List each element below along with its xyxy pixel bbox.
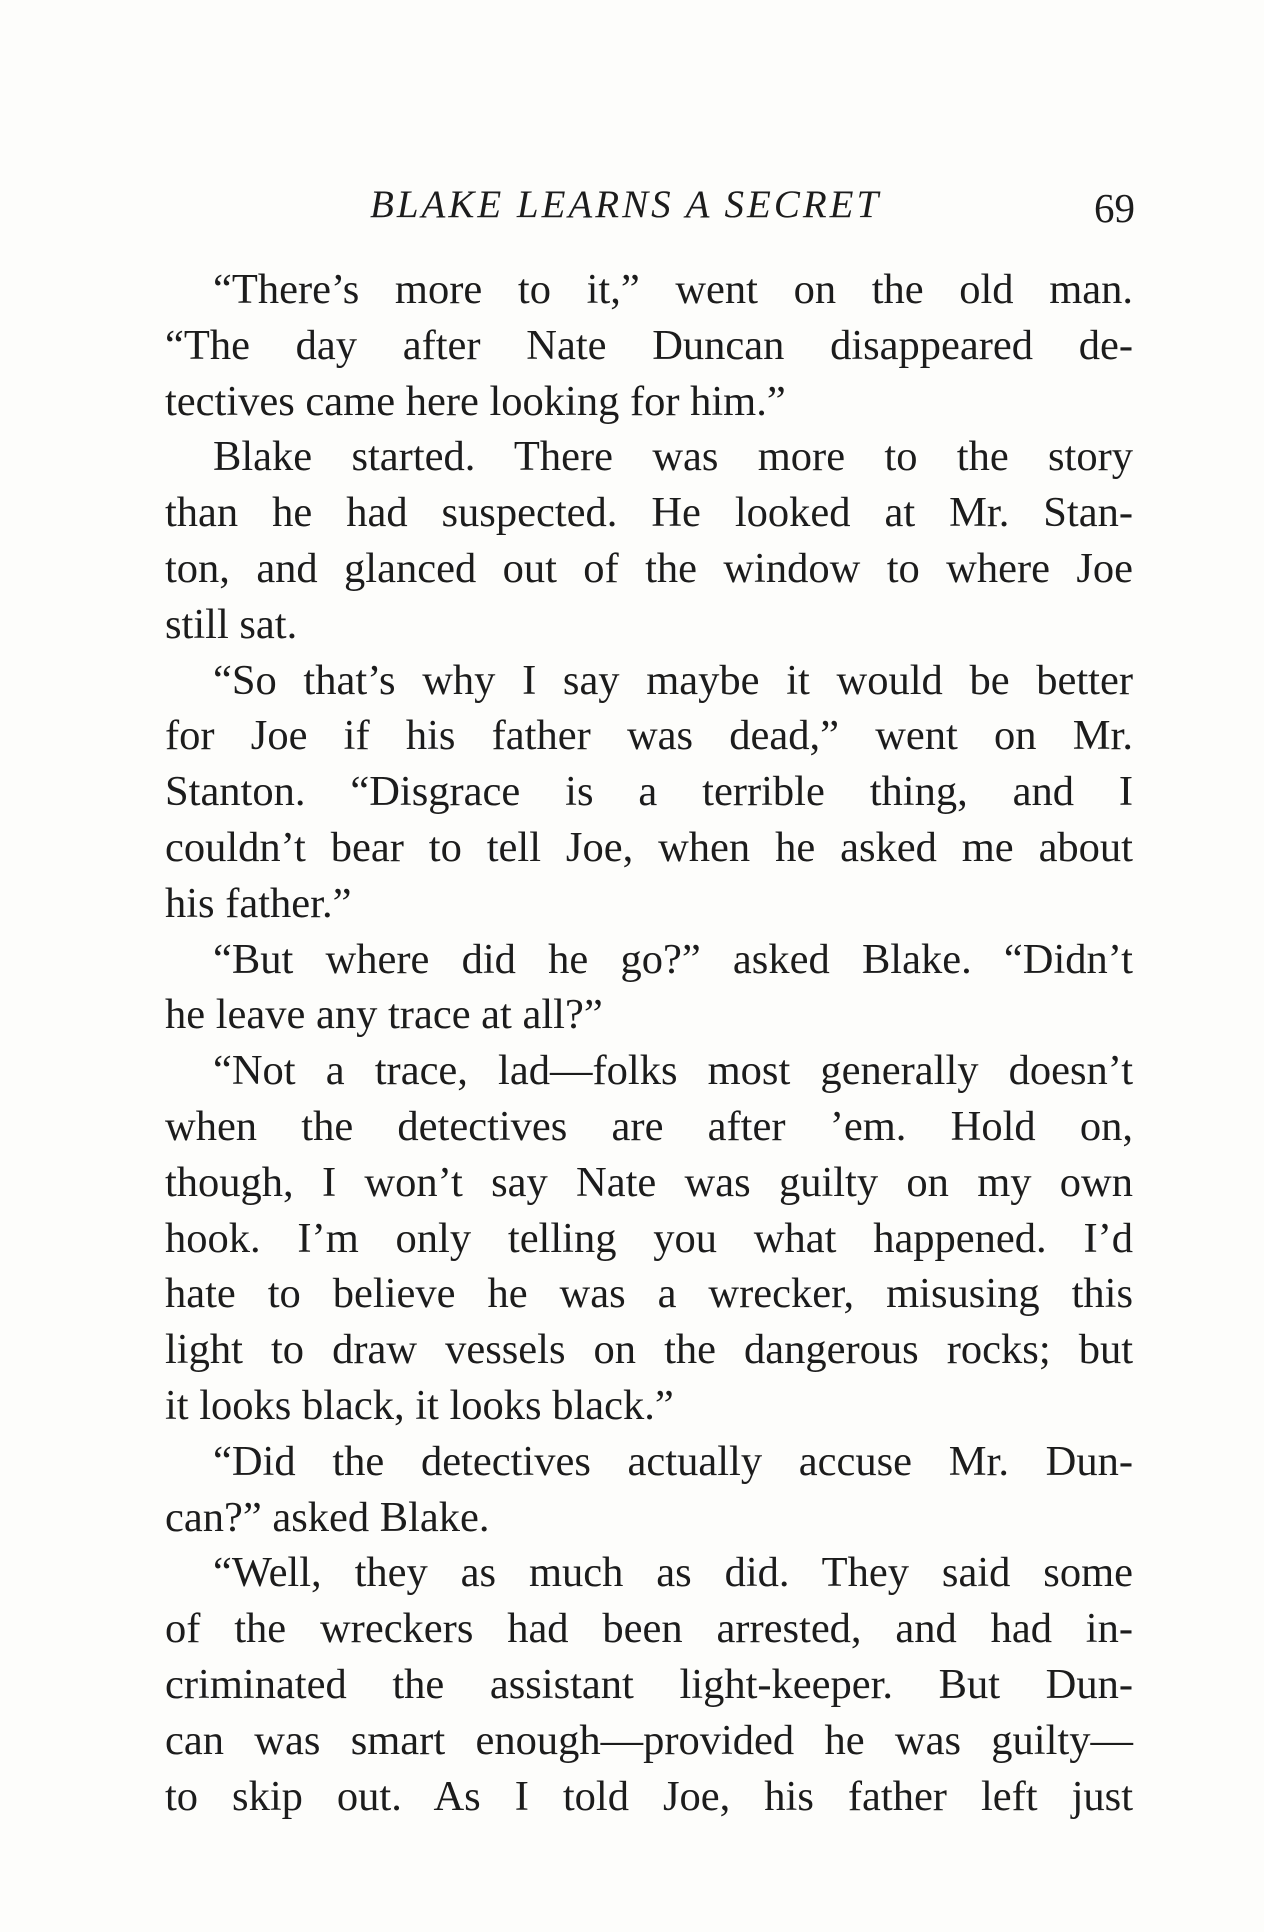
text-line: he leave any trace at all?” — [165, 991, 603, 1039]
text-line: his father.” — [165, 879, 352, 927]
text-line: “There’s more to it,” went on the old man. — [213, 266, 1133, 313]
page-header — [165, 182, 1147, 242]
text-line: for Joe if his father was dead,” went on Mr. — [165, 712, 1133, 760]
text-line: can?” asked Blake. — [165, 1493, 490, 1541]
text-line: “Well, they as much as did. They said some — [213, 1549, 1133, 1597]
text-line: than he had suspected. He looked at Mr. Stan- — [165, 489, 1133, 537]
text-line: couldn’t bear to tell Joe, when he asked me about — [165, 823, 1133, 871]
text-line: “But where did he go?” asked Blake. “Didn’t — [213, 935, 1133, 983]
text-line: to skip out. As I told Joe, his father left just — [165, 1772, 1133, 1820]
text-line: hate to believe he was a wrecker, misusing this — [165, 1270, 1133, 1318]
text-line: “Did the detectives actually accuse Mr. Dun- — [213, 1437, 1133, 1485]
text-line: criminated the assistant light-keeper. But Dun- — [165, 1660, 1133, 1708]
text-line: “The day after Nate Duncan disappeared de- — [165, 321, 1133, 369]
text-line: can was smart enough—provided he was guilty— — [165, 1716, 1133, 1764]
text-line: “Not a trace, lad—folks most generally doesn’t — [213, 1047, 1133, 1095]
running-title: BLAKE LEARNS A SECRET — [370, 183, 882, 226]
page-number: 69 — [1094, 185, 1135, 231]
body-text — [165, 262, 1133, 1824]
text-line: hook. I’m only telling you what happened. I’d — [165, 1214, 1133, 1262]
text-line: Stanton. “Disgrace is a terrible thing, and I — [165, 768, 1133, 816]
text-line: though, I won’t say Nate was guilty on my own — [165, 1158, 1133, 1206]
text-line: ton, and glanced out of the window to where Joe — [165, 544, 1133, 592]
text-line: of the wreckers had been arrested, and had in- — [165, 1605, 1133, 1653]
text-line: Blake started. There was more to the story — [213, 433, 1133, 481]
text-line: tectives came here looking for him.” — [165, 377, 786, 425]
text-line: “So that’s why I say maybe it would be better — [213, 656, 1133, 704]
text-line: when the detectives are after ’em. Hold on, — [165, 1102, 1133, 1150]
text-line: light to draw vessels on the dangerous rocks; but — [165, 1326, 1133, 1374]
text-line: it looks black, it looks black.” — [165, 1381, 674, 1429]
text-line: still sat. — [165, 600, 298, 648]
